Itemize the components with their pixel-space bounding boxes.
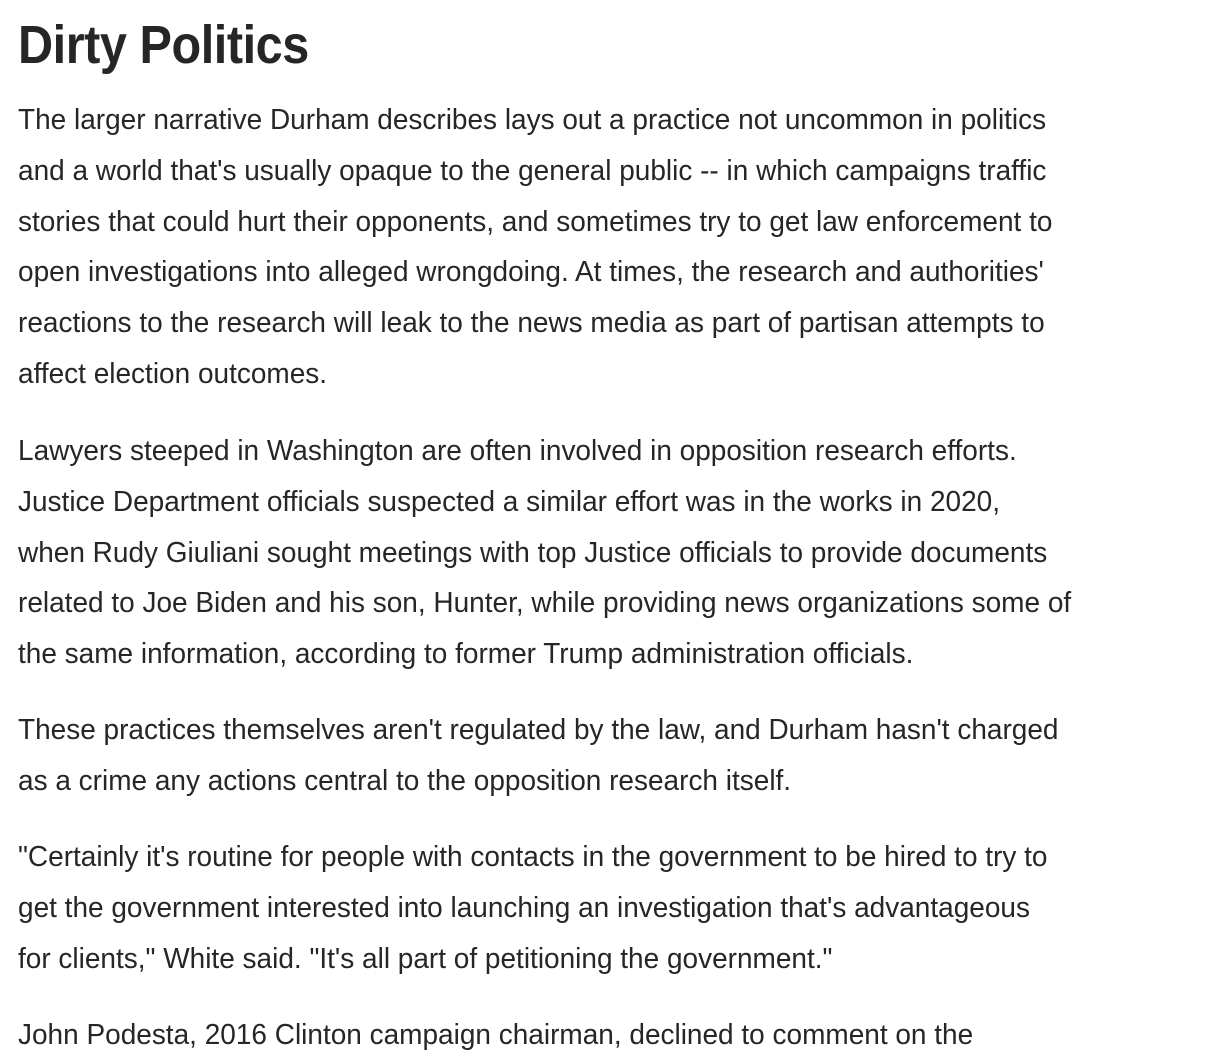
paragraph-line: and a world that's usually opaque to the general public -- in which campaigns traffic (18, 154, 1047, 187)
paragraph-4-quote (18, 832, 1218, 984)
paragraph-line: Justice Department officials suspected a similar effort was in the works in 2020, (18, 485, 1001, 518)
paragraph-5-cut-off (18, 1010, 1218, 1061)
paragraph-line: open investigations into alleged wrongdoing. At times, the research and authorities' (18, 256, 1044, 289)
paragraph-line: The larger narrative Durham describes lays out a practice not uncommon in politics (18, 104, 1047, 136)
paragraph-line: for clients," White said. "It's all part of petitioning the government." (18, 942, 833, 975)
paragraph-line: reactions to the research will leak to the news media as part of partisan attempts to (18, 307, 1045, 340)
paragraph-1 (18, 95, 1218, 400)
paragraph-line: John Podesta, 2016 Clinton campaign chairman, declined to comment on the (18, 1019, 974, 1051)
paragraph-line: related to Joe Biden and his son, Hunter, while providing news organizations some of (18, 587, 1072, 620)
paragraph-line: "Certainly it's routine for people with contacts in the government to be hired to try to (18, 841, 1048, 873)
paragraph-line: as a crime any actions central to the opposition research itself. (18, 764, 792, 797)
paragraph-line: the same information, according to former Trump administration officials. (18, 638, 914, 671)
paragraph-line: These practices themselves aren't regulated by the law, and Durham hasn't charged (18, 714, 1059, 746)
paragraph-line: Lawyers steeped in Washington are often involved in opposition research efforts. (18, 435, 1017, 467)
paragraph-2 (18, 426, 1218, 680)
paragraph-line: when Rudy Giuliani sought meetings with top Justice officials to provide documents (18, 536, 1048, 569)
section-heading: Dirty Politics (18, 15, 309, 75)
paragraph-line: affect election outcomes. (18, 357, 328, 390)
paragraph-3 (18, 705, 1218, 807)
paragraph-line: stories that could hurt their opponents, and sometimes try to get law enforcement to (18, 205, 1053, 238)
paragraph-line: get the government interested into launching an investigation that's advantageous (18, 891, 1030, 924)
